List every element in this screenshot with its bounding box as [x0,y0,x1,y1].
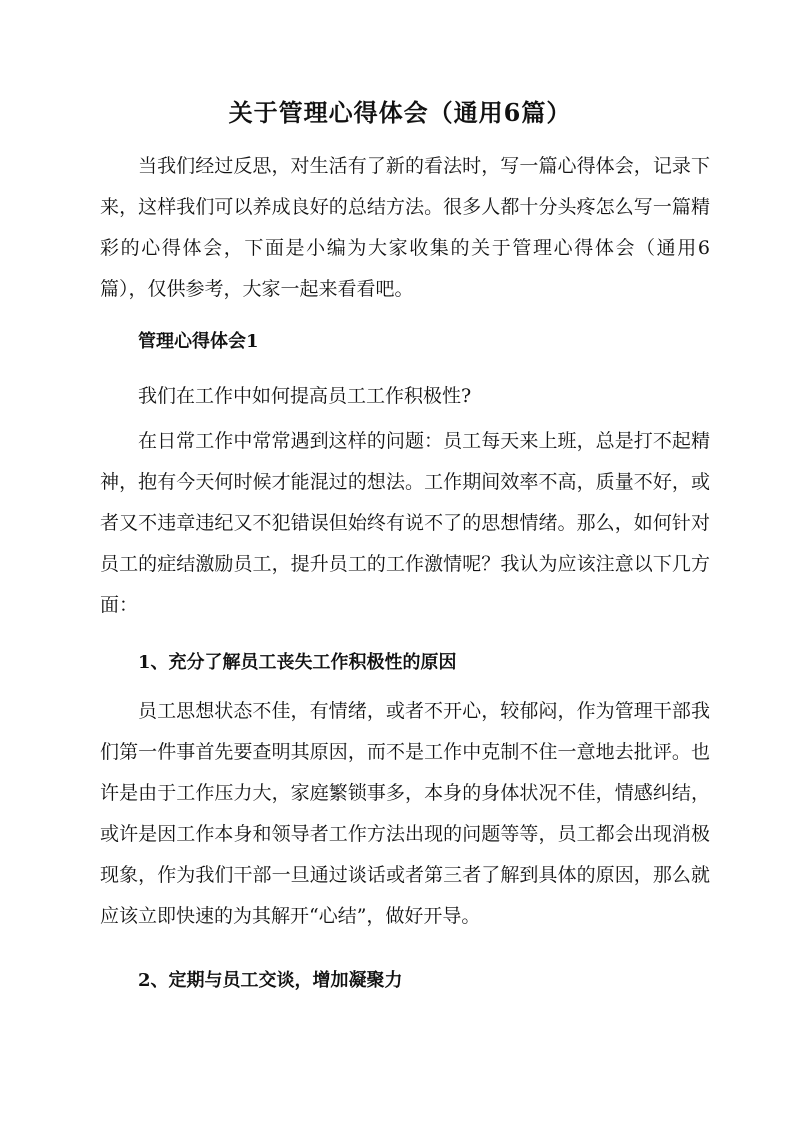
question-line: 我们在工作中如何提高员工工作积极性? [138,385,472,407]
section-heading-1: 管理心得体会1 [138,331,259,352]
body-paragraph-2: 员工思想状态不佳，有情绪，或者不开心，较郁闷，作为管理干部我们第一件事首先要查明其原因，而不是工作中克制不住一意地去批评。也许是由于工作压力大，家庭繁锁事多，本身的身体状况不佳，情感纠结，或许是因工作本身和领导者工作方法出现的问题等等，员工都会出现消极现象，作为我们干部一旦通过谈话或者第三者了解到具体的原因，那么就应该立即快速的为其解开“心结”，做好开导。 [100,700,710,927]
point-heading-1: 1、充分了解员工丧失工作积极性的原因 [138,652,457,673]
point-heading-2: 2、定期与员工交谈，增加凝聚力 [138,970,403,991]
intro-paragraph: 当我们经过反思，对生活有了新的看法时，写一篇心得体会，记录下来，这样我们可以养成良好的总结方法。很多人都十分头疼怎么写一篇精彩的心得体会，下面是小编为大家收集的关于管理心得体会（通用6篇），仅供参考，大家一起来看看吧。 [100,155,710,300]
document-title: 关于管理心得体会（通用6篇） [228,98,572,127]
body-paragraph-1: 在日常工作中常常遇到这样的问题：员工每天来上班，总是打不起精神，抱有今天何时候才能混过的想法。工作期间效率不高，质量不好，或者又不违章违纪又不犯错误但始终有说不了的思想情绪。那么，如何针对员工的症结激励员工，提升员工的工作激情呢？我认为应该注意以下几方面： [100,430,710,616]
